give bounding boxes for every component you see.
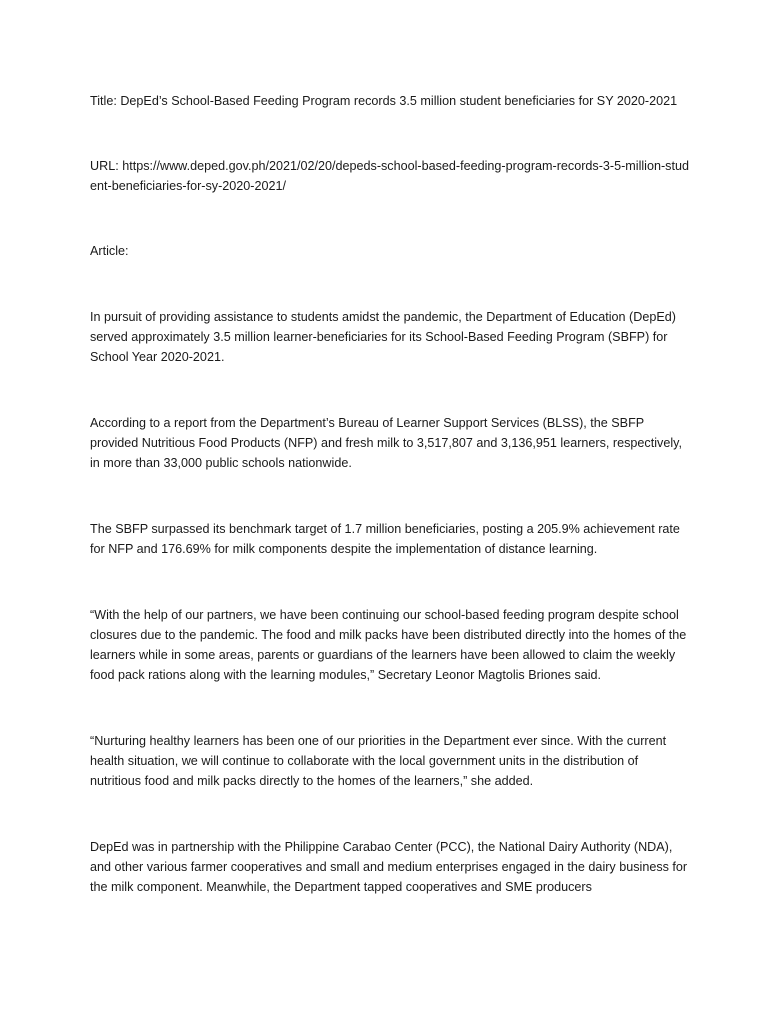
article-paragraph: The SBFP surpassed its benchmark target of 1.7 million beneficiaries, posting a 205.9% achievement rate for NFP and 176.69% for milk components despite the implementation of distance learning. — [90, 522, 680, 556]
article-paragraph: DepEd was in partnership with the Philippine Carabao Center (PCC), the National Dairy Authority (NDA), and other various farmer cooperatives and small and medium enterprises engaged in the dairy business for the milk component. Meanwhile, the Department tapped cooperatives and SME producers — [90, 840, 688, 894]
article-paragraph: “With the help of our partners, we have been continuing our school-based feeding program despite school closures due to the pandemic. The food and milk packs have been distributed directly into the homes of the learners while in some areas, parents or guardians of the learners have been allowed to claim the weekly food pack rations along with the learning modules,” Secretary Leonor Magtolis Briones said. — [90, 608, 687, 682]
article-url-line: URL: https://www.deped.gov.ph/2021/02/20/depeds-school-based-feeding-program-records-3-5-million-student-beneficiaries-for-sy-2020-2021/ — [90, 159, 689, 193]
article-paragraph: According to a report from the Department’s Bureau of Learner Support Services (BLSS), the SBFP provided Nutritious Food Products (NFP) and fresh milk to 3,517,807 and 3,136,951 learners, respectively, in more than 33,000 public schools nationwide. — [90, 416, 682, 470]
article-title-line: Title: DepEd’s School-Based Feeding Program records 3.5 million student beneficiaries for SY 2020-2021 — [90, 94, 678, 108]
document-page — [90, 91, 690, 897]
article-label: Article: — [90, 244, 129, 258]
article-paragraph: In pursuit of providing assistance to students amidst the pandemic, the Department of Education (DepEd) served approximately 3.5 million learner-beneficiaries for its School-Based Feeding Program (SBFP) for School Year 2020-2021. — [90, 310, 676, 364]
article-paragraph: “Nurturing healthy learners has been one of our priorities in the Department ever since. With the current health situation, we will continue to collaborate with the local government units in the distribution of nutritious food and milk packs directly to the homes of the learners,” she added. — [90, 734, 667, 788]
